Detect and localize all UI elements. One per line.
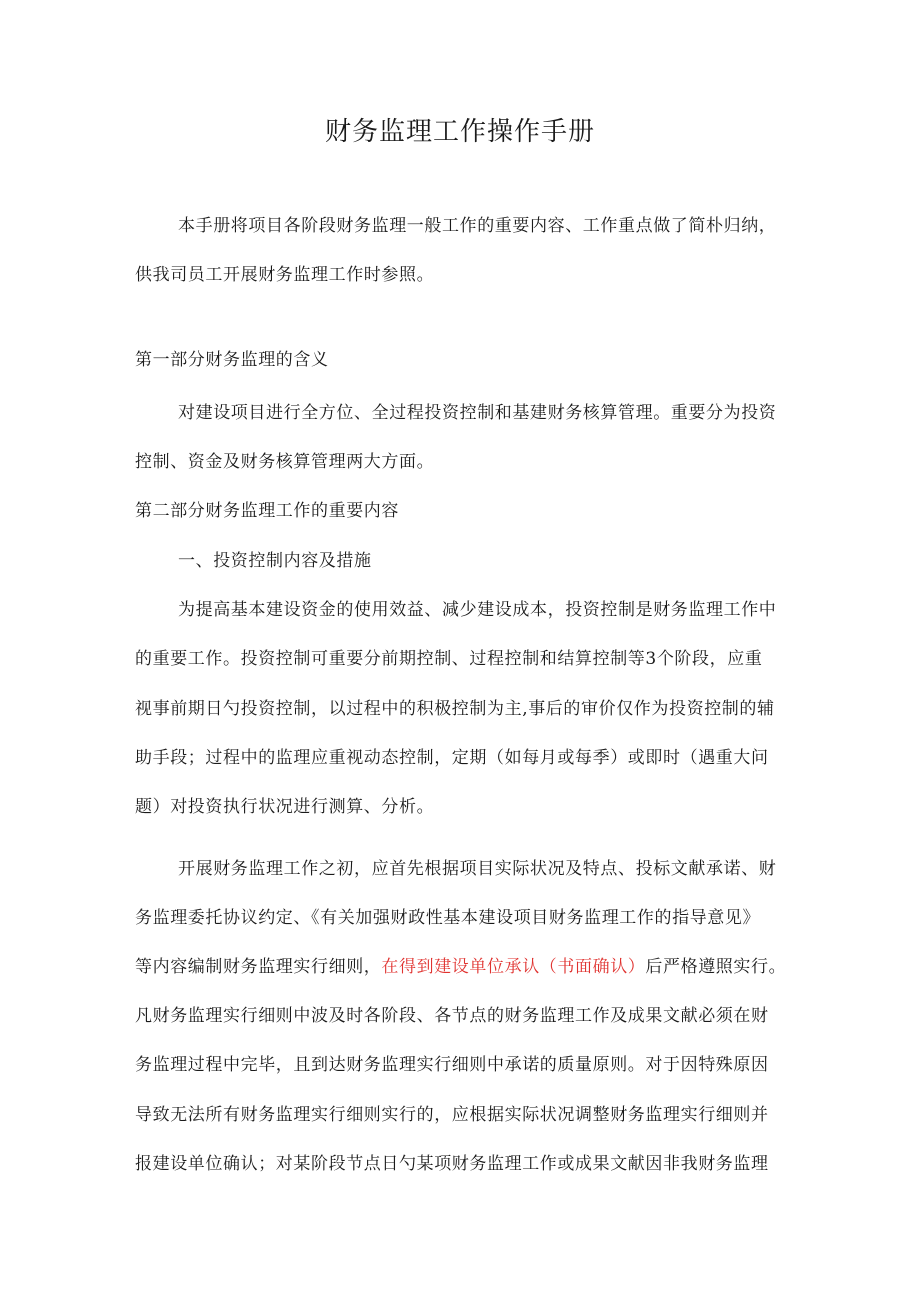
para2-line-3-before: 等内容编制财务监理实行细则，: [135, 957, 382, 977]
para1-line-2: 的重要工作。投资控制可重要分前期控制、过程控制和结算控制等3个阶段，应重: [135, 649, 763, 669]
para2-line-5: 务监理过程中完毕，且到达财务监理实行细则中承诺的质量原则。对于因特殊原因: [135, 1055, 769, 1075]
para2-line-1: 开展财务监理工作之初，应首先根据项目实际状况及特点、投标文献承诺、财: [178, 859, 777, 879]
para2-line-2: 务监理委托协议约定、《有关加强财政性基本建设项目财务监理工作的指导意见》: [135, 908, 761, 928]
intro-line-1: 本手册将项目各阶段财务监理一般工作的重要内容、工作重点做了简朴归纳，: [178, 216, 777, 236]
intro-line-2: 供我司员工开展财务监理工作时参照。: [135, 265, 435, 285]
para1-line-1: 为提高基本建设资金的使用效益、减少建设成本，投资控制是财务监理工作中: [178, 600, 777, 620]
part1-heading: 第一部分财务监理的含义: [135, 350, 329, 370]
para1-line-3: 视事前期日勺投资控制，以过程中的积极控制为主,事后的审价仅作为投资控制的辅: [135, 699, 775, 719]
highlighted-text: 在得到建设单位承认（书面确认）: [381, 957, 646, 977]
para2-line-7: 报建设单位确认；对某阶段节点日勺某项财务监理工作或成果文献因非我财务监理: [135, 1154, 769, 1174]
part2-heading: 第二部分财务监理工作的重要内容: [135, 501, 399, 521]
para2-line-3: [135, 954, 795, 980]
para1-line-4: 助手段；过程中的监理应重视动态控制，定期（如每月或每季）或即时（遇重大问: [135, 748, 769, 768]
part1-line-1: 对建设项目进行全方位、全过程投资控制和基建财务核算管理。重要分为投资: [178, 403, 777, 423]
para1-line-5: 题）对投资执行状况进行测算、分析。: [135, 797, 435, 817]
section1-heading: 一、投资控制内容及措施: [178, 551, 372, 571]
para2-line-6: 导致无法所有财务监理实行细则实行的，应根据实际状况调整财务监理实行细则并: [135, 1105, 769, 1125]
para2-line-3-after: 后严格遵照实行。: [645, 957, 787, 977]
document-title: 财务监理工作操作手册: [324, 117, 595, 147]
part1-line-2: 控制、资金及财务核算管理两大方面。: [135, 452, 435, 472]
para2-line-4: 凡财务监理实行细则中波及时各阶段、各节点的财务监理工作及成果文献必须在财: [135, 1006, 769, 1026]
